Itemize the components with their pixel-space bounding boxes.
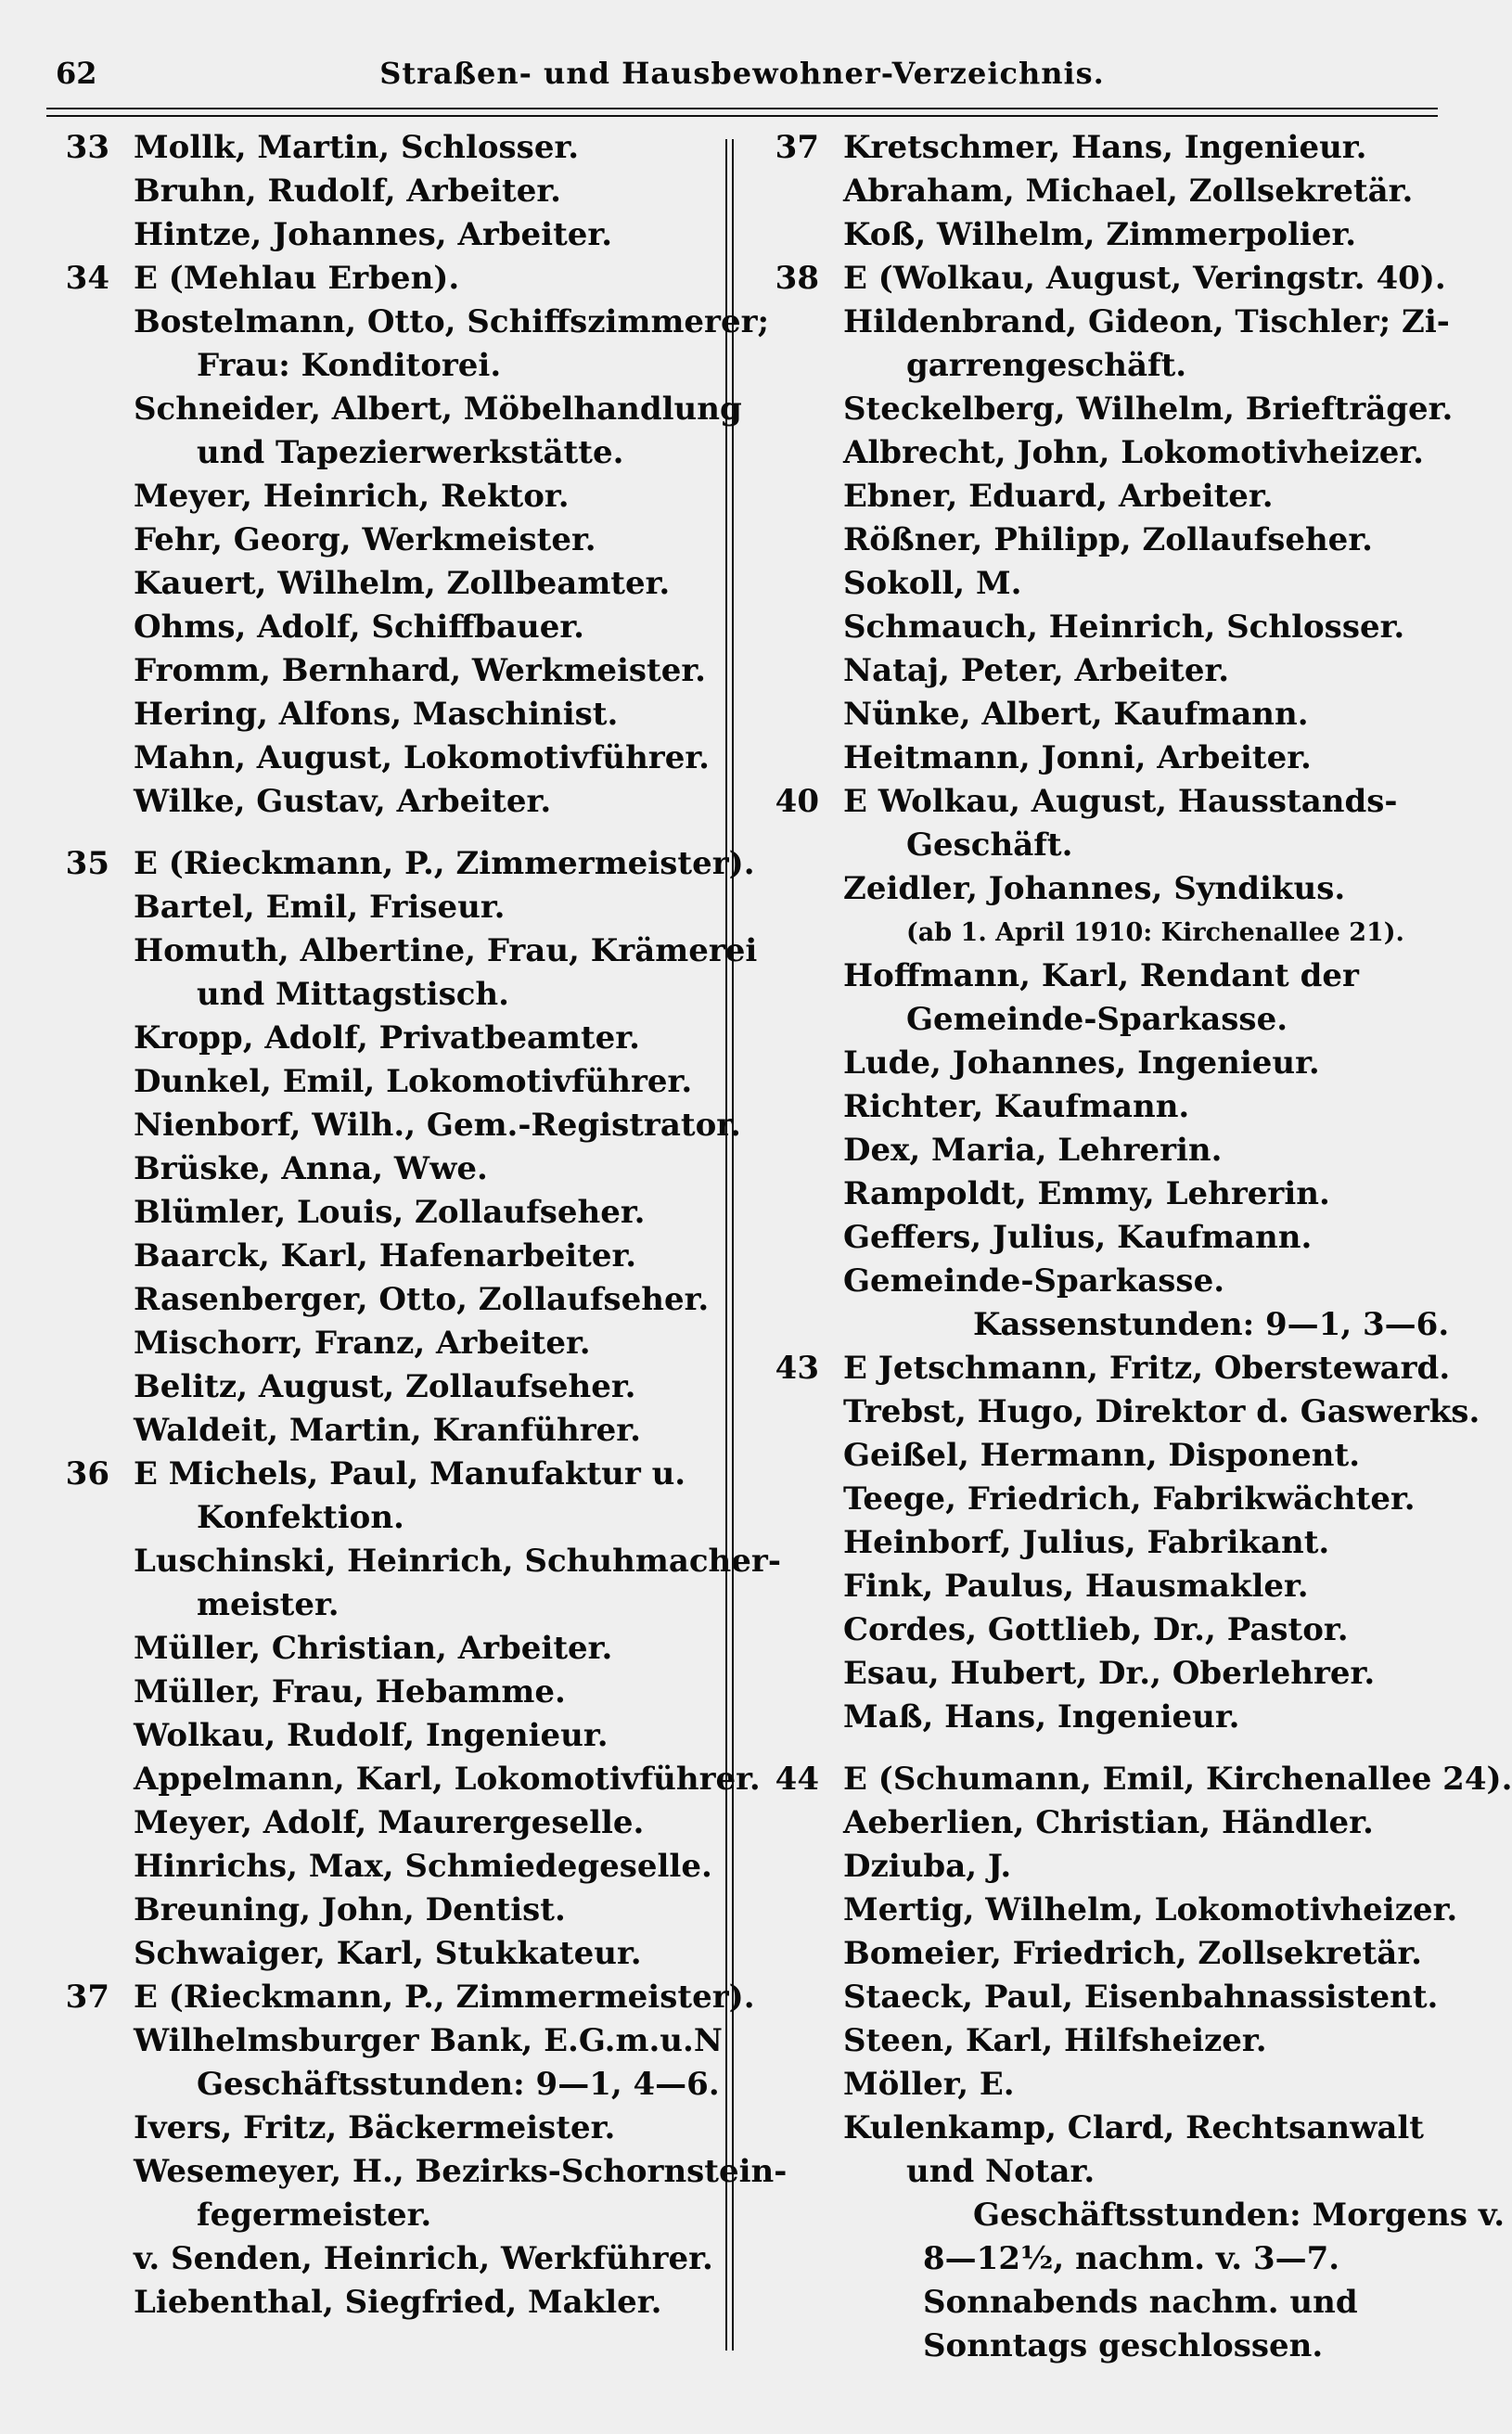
house-number: 44 [775,1761,819,1798]
house-number: 36 [65,1455,109,1492]
entry-text: Geschäft. [906,826,1073,864]
resident-entry [65,1365,714,1409]
entry-text: und Tapezierwerkstätte. [197,434,624,471]
running-title: Straßen- und Hausbewohner-Verzeichnis. [379,56,1105,91]
entry-text: Schmauch, Heinrich, Schlosser. [843,608,1405,646]
resident-entry [775,1845,1442,1889]
resident-entry [65,519,714,562]
resident-entry [65,2281,714,2325]
entry-text: E (Rieckmann, P., Zimmermeister). [134,845,755,882]
entry-text: Lude, Johannes, Ingenieur. [843,1044,1320,1082]
entry-text: Richter, Kaufmann. [843,1088,1190,1125]
resident-entry [65,388,742,431]
resident-entry [65,1235,714,1278]
resident-entry [775,1434,1442,1478]
entry-text: E (Mehlau Erben). [134,260,460,297]
entry-text: Abraham, Michael, Zollsekretär. [843,173,1414,210]
entry-text: Sonntags geschlossen. [923,2327,1324,2364]
entry-text: Rasenberger, Otto, Zollaufseher. [134,1281,710,1318]
resident-entry [775,562,1442,606]
entry-text: garrengeschäft. [906,347,1187,384]
house-number: 43 [775,1350,819,1387]
house-number-entry [65,842,755,886]
entry-text: Kulenkamp, Clard, Rechtsanwalt [843,2109,1424,2146]
entry-text: Konfektion. [197,1499,404,1536]
entry-text: Mertig, Wilhelm, Lokomotivheizer. [843,1891,1458,1928]
entry-text: Ivers, Fritz, Bäckermeister. [134,2109,616,2146]
entry-text: Heinborf, Julius, Fabrikant. [843,1524,1330,1561]
entry-text: E Michels, Paul, Manufaktur u. [134,1455,686,1492]
entry-text: Sokoll, M. [843,565,1022,602]
entry-text: Waldeit, Martin, Kranführer. [134,1412,641,1449]
entry-text: Gemeinde-Sparkasse. [843,1262,1225,1300]
entry-text: E (Wolkau, August, Veringstr. 40). [843,260,1446,297]
resident-entry [65,780,714,824]
entry-text: Rößner, Philipp, Zollaufseher. [843,521,1373,558]
resident-entry [65,2107,714,2150]
entry-text: 8—12½, nachm. v. 3—7. [923,2240,1340,2277]
resident-entry [65,973,714,1017]
resident-entry [775,1652,1442,1696]
entry-text: Esau, Hubert, Dr., Oberlehrer. [843,1655,1376,1692]
house-number-entry [775,126,1442,170]
entry-text: Sonnabends nachm. und [923,2284,1358,2321]
entry-text: Möller, E. [843,2066,1015,2103]
entry-text: Fromm, Bernhard, Werkmeister. [134,652,707,689]
resident-entry [65,606,714,649]
entry-text: Koß, Wilhelm, Zimmerpolier. [843,216,1357,253]
entry-text: Hering, Alfons, Maschinist. [134,696,619,733]
entry-text: Meyer, Heinrich, Rektor. [134,478,570,515]
entry-text: Gemeinde-Sparkasse. [906,1001,1288,1038]
resident-entry [775,1478,1442,1521]
resident-entry [775,1129,1442,1172]
resident-entry [65,1017,714,1060]
entry-text: Trebst, Hugo, Direktor d. Gaswerks. [843,1393,1480,1430]
resident-entry [65,1147,714,1191]
entry-text: Albrecht, John, Lokomotivheizer. [843,434,1424,471]
resident-entry [65,929,758,973]
resident-entry [775,213,1442,257]
entry-text: Meyer, Adolf, Maurergeselle. [134,1804,645,1841]
resident-entry [775,2325,1442,2368]
entry-text: Mahn, August, Lokomotivführer. [134,739,710,776]
resident-entry [775,431,1442,475]
header-rule-top [46,108,1438,109]
entry-text: Dziuba, J. [843,1848,1012,1885]
entry-text: Schwaiger, Karl, Stukkateur. [134,1935,642,1972]
house-number: 37 [65,1979,109,2016]
house-number: 37 [775,129,819,166]
entry-text: Teege, Friedrich, Fabrikwächter. [843,1480,1416,1518]
resident-entry [775,1889,1458,1932]
entry-text: Bomeier, Friedrich, Zollsekretär. [843,1935,1422,1972]
resident-entry [65,1191,714,1235]
resident-entry [65,1758,761,1801]
house-number-entry [65,257,714,301]
entry-text: Wilke, Gustav, Arbeiter. [134,783,552,820]
resident-entry [775,1976,1442,2019]
entry-text: Zeidler, Johannes, Syndikus. [843,870,1346,907]
resident-entry [65,1496,714,1540]
entry-text: Nünke, Albert, Kaufmann. [843,696,1309,733]
entry-text: Ebner, Eduard, Arbeiter. [843,478,1274,515]
entry-text: und Mittagstisch. [197,976,509,1013]
resident-entry [775,2063,1442,2107]
resident-entry [65,344,714,388]
resident-entry [65,1409,714,1453]
resident-entry [65,1714,714,1758]
resident-entry [65,2150,788,2194]
entry-text: Luschinski, Heinrich, Schuhmacher- [134,1543,781,1580]
left-column [65,126,788,2325]
house-number: 40 [775,783,819,820]
entry-text: Kassenstunden: 9—1, 3—6. [973,1306,1450,1343]
entry-text: Wesemeyer, H., Bezirks-Schornstein- [134,2153,788,2190]
resident-entry [65,431,714,475]
entry-text: Hintze, Johannes, Arbeiter. [134,216,613,253]
resident-entry [65,2019,723,2063]
entry-text: Fehr, Georg, Werkmeister. [134,521,596,558]
resident-entry [775,2237,1442,2281]
page-header [56,52,1429,108]
house-number-entry [65,1453,714,1496]
resident-entry [65,886,714,929]
resident-entry [65,1932,714,1976]
entry-text: fegermeister. [197,2197,432,2234]
entry-text: E Wolkau, August, Hausstands- [843,783,1398,820]
entry-text: Kauert, Wilhelm, Zollbeamter. [134,565,671,602]
page-number: 62 [56,56,97,91]
entry-text: Hinrichs, Max, Schmiedegeselle. [134,1848,712,1885]
resident-entry [775,1172,1442,1216]
entry-text: Geschäftsstunden: Morgens v. [973,2197,1506,2234]
resident-entry [65,649,714,693]
resident-entry [775,2107,1442,2150]
resident-entry [65,2194,714,2237]
entry-text: Müller, Christian, Arbeiter. [134,1630,613,1667]
resident-entry [775,2019,1442,2063]
entry-text: Appelmann, Karl, Lokomotivführer. [134,1761,761,1798]
resident-entry [775,1216,1442,1260]
entry-text: Dex, Maria, Lehrerin. [843,1132,1223,1169]
header-rule-bottom [46,115,1438,117]
resident-entry [65,1540,781,1583]
resident-entry [775,867,1442,911]
entry-text: E Jetschmann, Fritz, Obersteward. [843,1350,1451,1387]
resident-entry [775,1521,1442,1565]
entry-text: Schneider, Albert, Möbelhandlung [134,391,742,428]
entry-gap [65,824,714,842]
resident-entry [65,693,714,737]
resident-entry [775,388,1454,431]
house-number-entry [775,1758,1512,1801]
entry-text: Steen, Karl, Hilfsheizer. [843,2022,1267,2059]
resident-entry [775,911,1442,954]
entry-text: Nataj, Peter, Arbeiter. [843,652,1230,689]
entry-text: Homuth, Albertine, Frau, Krämerei [134,932,758,969]
resident-entry [775,737,1442,780]
resident-entry [775,1042,1442,1085]
entry-text: Rampoldt, Emmy, Lehrerin. [843,1175,1330,1212]
entry-text: Nienborf, Wilh., Gem.-Registrator. [134,1107,741,1144]
entry-text: Dunkel, Emil, Lokomotivführer. [134,1063,693,1100]
house-number-entry [65,1976,755,2019]
resident-entry [775,1932,1442,1976]
entry-text: Brüske, Anna, Wwe. [134,1150,488,1187]
entry-text: Belitz, August, Zollaufseher. [134,1368,636,1405]
entry-text: Geschäftsstunden: 9—1, 4—6. [197,2066,720,2103]
entry-text: (ab 1. April 1910: Kirchenallee 21). [906,918,1404,947]
entry-text: Bostelmann, Otto, Schiffszimmerer; [134,303,770,340]
resident-entry [65,2237,714,2281]
entry-text: Mischorr, Franz, Arbeiter. [134,1325,591,1362]
entry-text: E (Rieckmann, P., Zimmermeister). [134,1979,755,2016]
resident-entry [775,2194,1506,2237]
entry-text: Liebenthal, Siegfried, Makler. [134,2284,662,2321]
entry-text: Mollk, Martin, Schlosser. [134,129,580,166]
house-number-entry [775,1347,1451,1390]
entry-text: Wolkau, Rudolf, Ingenieur. [134,1717,609,1754]
resident-entry [775,170,1442,213]
resident-entry [775,649,1442,693]
entry-text: Blümler, Louis, Zollaufseher. [134,1194,646,1231]
resident-entry [775,1085,1442,1129]
resident-entry [775,1565,1442,1608]
entry-text: Kropp, Adolf, Privatbeamter. [134,1019,640,1057]
entry-text: Kretschmer, Hans, Ingenieur. [843,129,1367,166]
resident-entry [65,1801,714,1845]
resident-entry [775,344,1442,388]
house-number: 34 [65,260,109,297]
house-number: 35 [65,845,109,882]
resident-entry [775,1390,1480,1434]
resident-entry [775,2281,1442,2325]
resident-entry [65,2063,720,2107]
entry-text: Staeck, Paul, Eisenbahnassistent. [843,1979,1439,2016]
entry-text: Hildenbrand, Gideon, Tischler; Zi- [843,303,1450,340]
entry-text: Geißel, Hermann, Disponent. [843,1437,1361,1474]
entry-text: und Notar. [906,2153,1096,2190]
house-number-entry [65,126,714,170]
resident-entry [65,1104,741,1147]
entry-text: Ohms, Adolf, Schiffbauer. [134,608,585,646]
entry-text: Wilhelmsburger Bank, E.G.m.u.N [134,2022,723,2059]
resident-entry [775,1260,1442,1303]
resident-entry [775,519,1442,562]
resident-entry [775,1696,1442,1739]
entry-text: v. Senden, Heinrich, Werkführer. [134,2240,713,2277]
entry-text: E (Schumann, Emil, Kirchenallee 24). [843,1761,1512,1798]
entry-text: Bruhn, Rudolf, Arbeiter. [134,173,561,210]
entry-text: Breuning, John, Dentist. [134,1891,566,1928]
right-column [775,126,1512,2368]
resident-entry [65,301,770,344]
resident-entry [65,562,714,606]
resident-entry [65,737,714,780]
resident-entry [775,475,1442,519]
resident-entry [775,824,1442,867]
entry-text: Frau: Konditorei. [197,347,502,384]
entry-text: Baarck, Karl, Hafenarbeiter. [134,1237,637,1275]
resident-entry [65,475,714,519]
resident-entry [775,301,1450,344]
house-number-entry [775,780,1442,824]
entry-text: Aeberlien, Christian, Händler. [843,1804,1374,1841]
house-number-entry [775,257,1446,301]
resident-entry [65,1671,714,1714]
entry-text: Cordes, Gottlieb, Dr., Pastor. [843,1611,1349,1648]
resident-entry [775,1303,1450,1347]
resident-entry [775,2150,1442,2194]
resident-entry [65,1583,714,1627]
entry-text: Müller, Frau, Hebamme. [134,1673,566,1710]
entry-text: Maß, Hans, Ingenieur. [843,1698,1240,1736]
house-number: 33 [65,129,109,166]
resident-entry [65,170,714,213]
entry-text: Geffers, Julius, Kaufmann. [843,1219,1313,1256]
resident-entry [775,954,1442,998]
resident-entry [775,998,1442,1042]
entry-gap [775,1739,1442,1758]
resident-entry [775,693,1442,737]
resident-entry [775,1801,1442,1845]
entry-text: Fink, Paulus, Hausmakler. [843,1568,1309,1605]
house-number: 38 [775,260,819,297]
resident-entry [775,1608,1442,1652]
resident-entry [65,1322,714,1365]
resident-entry [65,1845,714,1889]
resident-entry [65,1278,714,1322]
entry-text: Bartel, Emil, Friseur. [134,889,506,926]
resident-entry [65,1627,714,1671]
resident-entry [65,1889,714,1932]
resident-entry [775,606,1442,649]
resident-entry [65,1060,714,1104]
entry-text: meister. [197,1586,340,1623]
entry-text: Heitmann, Jonni, Arbeiter. [843,739,1312,776]
entry-text: Hoffmann, Karl, Rendant der [843,957,1359,994]
resident-entry [65,213,714,257]
entry-text: Steckelberg, Wilhelm, Briefträger. [843,391,1454,428]
